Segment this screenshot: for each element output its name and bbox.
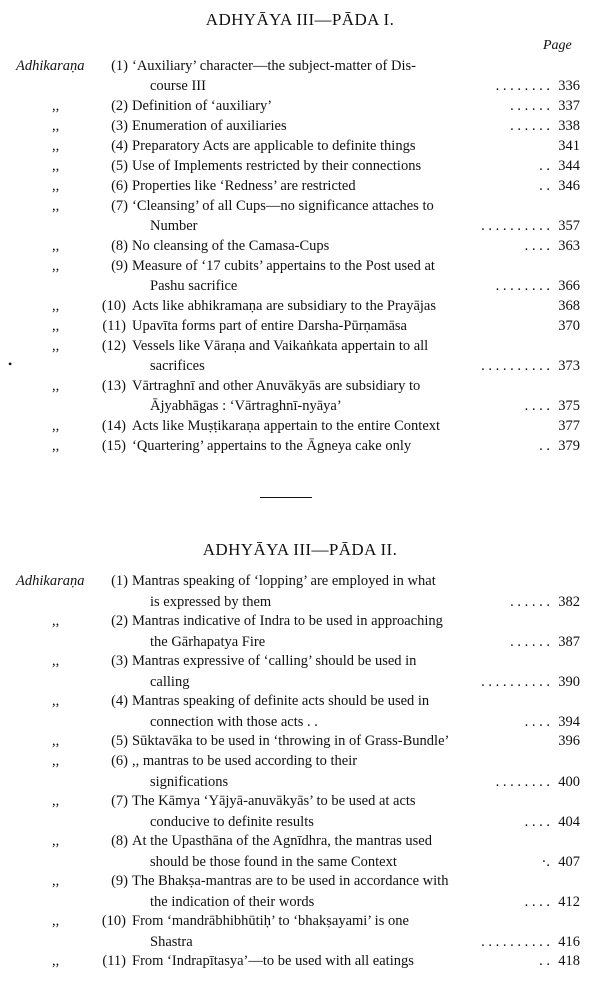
entry-line — [132, 158, 600, 178]
entry-text: calling — [150, 674, 190, 690]
page-number: 379 — [558, 438, 580, 454]
page-number: 416 — [558, 934, 580, 950]
entry-text: Properties like ‘Redness’ are restricted — [132, 178, 356, 194]
entry-line — [150, 78, 600, 98]
ditto-mark: ,, — [52, 793, 60, 809]
page-number: 387 — [558, 634, 580, 650]
entry-line — [132, 573, 600, 593]
entry-line — [132, 98, 600, 118]
entry-line — [132, 138, 600, 158]
page-column-header: Page — [543, 38, 572, 53]
entry-line — [150, 774, 600, 794]
dot-leaders: . . . . . . . . — [495, 78, 550, 94]
entry-text: Vessels like Vāraṇa and Vaikaṅkata appertain to all — [132, 338, 429, 354]
entry-line — [132, 178, 600, 198]
dot-leaders: . . . . . . . . . . — [481, 358, 550, 374]
entry-text: Definition of ‘auxiliary’ — [132, 98, 273, 114]
ditto-mark: ,, — [52, 693, 60, 709]
entry-number: (11) — [102, 953, 126, 969]
entry-line — [150, 674, 600, 694]
dot-leaders: . . . . . . . . . . — [481, 218, 550, 234]
page-number: 337 — [558, 98, 580, 114]
dot-leaders: . . — [539, 178, 550, 194]
entry-line — [132, 913, 600, 933]
entry-number: (1) — [111, 573, 128, 589]
entry-text: At the Upasthāna of the Agnīdhra, the mantras used — [132, 833, 432, 849]
dot-leaders: . . . . — [524, 714, 550, 730]
entry-line — [150, 218, 600, 238]
adhikarana-label: Adhikaraṇa — [16, 58, 85, 74]
dot-leaders: . . . . . . . . — [495, 278, 550, 294]
page-number: 407 — [558, 854, 580, 870]
entry-number: (13) — [101, 378, 126, 394]
entry-number: (3) — [111, 118, 128, 134]
entry-number: (15) — [101, 438, 126, 454]
entry-number: (4) — [111, 693, 128, 709]
page-number: 341 — [558, 138, 580, 154]
ditto-mark: ,, — [52, 238, 60, 254]
ditto-mark: ,, — [52, 118, 60, 134]
entry-line — [132, 198, 600, 218]
entry-line — [132, 378, 600, 398]
entry-number: (5) — [111, 733, 128, 749]
entry-line — [132, 258, 600, 278]
entry-text: From ‘mandrābhibhūtiḥ’ to ‘bhakṣayami’ is one — [132, 913, 409, 929]
dot-leaders: . . . . . . — [510, 98, 550, 114]
entry-text: Mantras speaking of ‘lopping’ are employed in what — [132, 573, 436, 589]
ditto-mark: ,, — [52, 138, 60, 154]
page-number: 404 — [558, 814, 580, 830]
entry-text: ‘Cleansing’ of all Cups—no significance attaches to — [132, 198, 434, 214]
entry-line — [132, 953, 600, 973]
dot-leaders: . . . . . . — [510, 634, 550, 650]
page-number: 396 — [558, 733, 580, 749]
ditto-mark: ,, — [52, 873, 60, 889]
entry-number: (10) — [101, 913, 126, 929]
entry-line — [150, 814, 600, 834]
entry-number: (6) — [111, 178, 128, 194]
entry-text: Measure of ‘17 cubits’ appertains to the Post used at — [132, 258, 435, 274]
entry-line — [132, 873, 600, 893]
ditto-mark: ,, — [52, 198, 60, 214]
entry-text: Enumeration of auxiliaries — [132, 118, 287, 134]
margin-mark: • — [8, 357, 13, 371]
entry-text: conducive to definite results — [150, 814, 314, 830]
entry-line — [150, 854, 600, 874]
entry-line — [132, 298, 600, 318]
page-number: 357 — [558, 218, 580, 234]
entry-text: Use of Implements restricted by their connections — [132, 158, 422, 174]
entry-text: the indication of their words — [150, 894, 315, 910]
page-number: 418 — [558, 953, 580, 969]
entry-text: connection with those acts . . — [150, 714, 318, 730]
entry-text: ‘Quartering’ appertains to the Āgneya cake only — [132, 438, 412, 454]
section-2-heading: ADHYĀYA III—PĀDA II. — [202, 540, 398, 559]
entry-number: (7) — [111, 198, 128, 214]
page-number: 366 — [558, 278, 580, 294]
entry-text: Mantras expressive of ‘calling’ should be used in — [132, 653, 417, 669]
entry-text: Acts like abhikramaṇa are subsidiary to the Prayājas — [132, 298, 436, 314]
entry-number: (8) — [111, 833, 128, 849]
dot-leaders: . . . . — [524, 814, 550, 830]
entry-line — [150, 934, 600, 954]
ditto-mark: ,, — [52, 753, 60, 769]
entry-number: (10) — [101, 298, 126, 314]
entry-line — [132, 693, 600, 713]
entry-line — [150, 358, 600, 378]
ditto-mark: ,, — [52, 653, 60, 669]
ditto-mark: ,, — [52, 378, 60, 394]
ditto-mark: ,, — [52, 318, 60, 334]
entry-number: (14) — [101, 418, 126, 434]
entry-line — [150, 894, 600, 914]
ditto-mark: ,, — [52, 158, 60, 174]
entry-text: is expressed by them — [150, 594, 272, 610]
ditto-mark: ,, — [52, 953, 60, 969]
entry-text: course III — [150, 78, 206, 94]
page-number: 346 — [558, 178, 580, 194]
entry-line — [150, 398, 600, 418]
ditto-mark: ,, — [52, 418, 60, 434]
ditto-mark: ,, — [52, 258, 60, 274]
dot-leaders: . . . . . . — [510, 594, 550, 610]
page-number: 363 — [558, 238, 580, 254]
entry-number: (9) — [111, 873, 128, 889]
entry-line — [150, 594, 600, 614]
page-number: 373 — [558, 358, 580, 374]
page-number: 368 — [558, 298, 580, 314]
entry-line — [132, 833, 600, 853]
entry-line — [132, 438, 600, 458]
entry-line — [132, 118, 600, 138]
dot-leaders: ·. — [541, 854, 550, 870]
entry-text: The Kāmya ‘Yājyā-anuvākyās’ to be used at acts — [132, 793, 416, 809]
entry-line — [132, 418, 600, 438]
entry-line — [132, 733, 600, 753]
entry-text: should be those found in the same Context — [150, 854, 397, 870]
entry-number: (3) — [111, 653, 128, 669]
entry-line — [150, 634, 600, 654]
page-number: 390 — [558, 674, 580, 690]
entry-text: Mantras indicative of Indra to be used in approaching — [132, 613, 443, 629]
entry-text: Preparatory Acts are applicable to definite things — [132, 138, 416, 154]
entry-number: (4) — [111, 138, 128, 154]
entry-text: Pashu sacrifice — [150, 278, 238, 294]
entry-number: (6) — [111, 753, 128, 769]
ditto-mark: ,, — [52, 438, 60, 454]
page-number: 370 — [558, 318, 580, 334]
ditto-mark: ,, — [52, 298, 60, 314]
dot-leaders: . . — [539, 953, 550, 969]
ditto-mark: ,, — [52, 913, 60, 929]
entry-text: Number — [150, 218, 198, 234]
entry-line — [132, 58, 600, 78]
dot-leaders: . . . . . . . . . . — [481, 934, 550, 950]
entry-text: the Gārhapatya Fire — [150, 634, 266, 650]
ditto-mark: ,, — [52, 178, 60, 194]
entry-text: ,, mantras to be used according to their — [132, 753, 358, 769]
ditto-mark: ,, — [52, 338, 60, 354]
entry-text: No cleansing of the Camasa-Cups — [132, 238, 330, 254]
entry-text: significations — [150, 774, 229, 790]
entry-line — [132, 753, 600, 773]
dot-leaders: . . — [539, 158, 550, 174]
entry-text: Upavīta forms part of entire Darsha-Pūrṇamāsa — [132, 318, 407, 334]
entry-number: (2) — [111, 613, 128, 629]
dot-leaders: . . . . — [524, 238, 550, 254]
entry-text: Ājyabhāgas : ‘Vārtraghnī-nyāya’ — [150, 398, 342, 414]
entry-line — [132, 318, 600, 338]
dot-leaders: . . . . — [524, 894, 550, 910]
ditto-mark: ,, — [52, 733, 60, 749]
entry-line — [132, 613, 600, 633]
entry-text: Mantras speaking of definite acts should be used in — [132, 693, 430, 709]
entry-text: sacrifices — [150, 358, 205, 374]
entry-number: (12) — [101, 338, 126, 354]
ditto-mark: ,, — [52, 98, 60, 114]
dot-leaders: . . . . . . . . — [495, 774, 550, 790]
dot-leaders: . . — [539, 438, 550, 454]
entry-line — [150, 714, 600, 734]
page-number: 338 — [558, 118, 580, 134]
page-number: 377 — [558, 418, 580, 434]
entry-text: Acts like Muṣṭikaraṇa appertain to the entire Context — [132, 418, 441, 434]
ditto-mark: ,, — [52, 613, 60, 629]
section-divider — [260, 497, 312, 498]
entry-text: The Bhakṣa-mantras are to be used in accordance with — [132, 873, 449, 889]
dot-leaders: . . . . — [524, 398, 550, 414]
entry-number: (2) — [111, 98, 128, 114]
page-number: 336 — [558, 78, 580, 94]
page-number: 382 — [558, 594, 580, 610]
entry-text: From ‘Indrapītasya’—to be used with all eatings — [132, 953, 414, 969]
entry-number: (8) — [111, 238, 128, 254]
dot-leaders: . . . . . . . . . . — [481, 674, 550, 690]
entry-number: (9) — [111, 258, 128, 274]
page-number: 344 — [558, 158, 580, 174]
page-number: 375 — [558, 398, 580, 414]
entry-line — [132, 338, 600, 358]
entry-text: Sūktavāka to be used in ‘throwing in of Grass-Bundle’ — [132, 733, 450, 749]
entry-text: Shastra — [150, 934, 193, 950]
entry-line — [150, 278, 600, 298]
entry-number: (5) — [111, 158, 128, 174]
entry-text: Vārtraghnī and other Anuvākyās are subsidiary to — [132, 378, 421, 394]
entry-number: (1) — [111, 58, 128, 74]
page-number: 394 — [558, 714, 580, 730]
ditto-mark: ,, — [52, 833, 60, 849]
page-number: 412 — [558, 894, 580, 910]
adhikarana-label: Adhikaraṇa — [16, 573, 85, 589]
entry-number: (7) — [111, 793, 128, 809]
page-number: 400 — [558, 774, 580, 790]
entry-number: (11) — [102, 318, 126, 334]
dot-leaders: . . . . . . — [510, 118, 550, 134]
entry-line — [132, 238, 600, 258]
section-1-heading: ADHYĀYA III—PĀDA I. — [205, 10, 395, 29]
entry-line — [132, 793, 600, 813]
entry-line — [132, 653, 600, 673]
entry-text: ‘Auxiliary’ character—the subject-matter of Dis- — [132, 58, 416, 74]
